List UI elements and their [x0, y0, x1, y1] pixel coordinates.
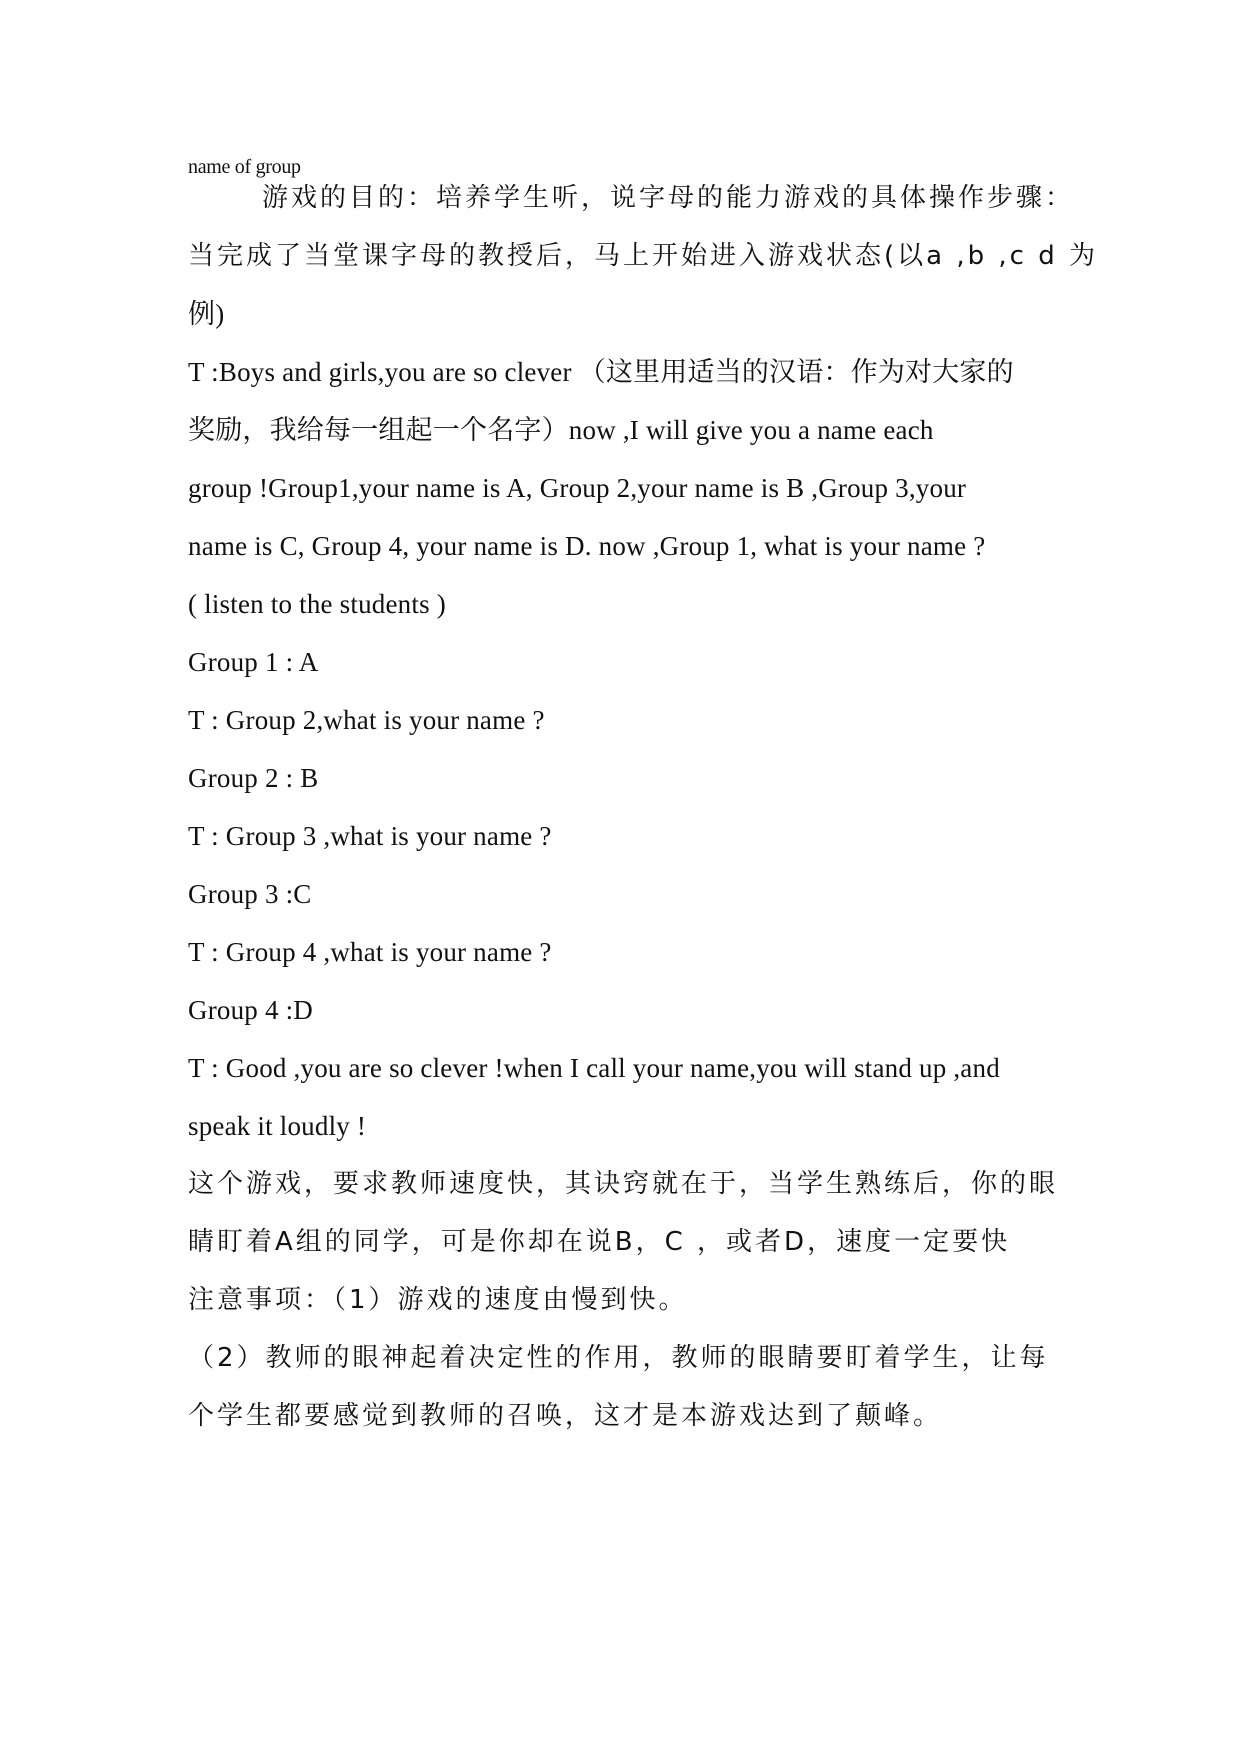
text-line: ( listen to the students ) — [188, 589, 446, 619]
dialogue-line: T : Group 4 ,what is your name ? — [188, 937, 552, 967]
notes-line: 个学生都要感觉到教师的召唤，这才是本游戏达到了颠峰。 — [188, 1401, 943, 1431]
text-line: 当完成了当堂课字母的教授后，马上开始进入游戏状态(以a ,b ,c d 为 — [188, 241, 1098, 271]
text-line: T :Boys and girls,you are so clever （这里用适当的汉语：作为对大家的 — [188, 357, 1014, 387]
dialogue-line: T : Group 3 ,what is your name ? — [188, 821, 552, 851]
dialogue-line: Group 4 :D — [188, 995, 313, 1025]
notes-line: （2）教师的眼神起着决定性的作用，教师的眼睛要盯着学生，让每 — [188, 1343, 1049, 1373]
text-line: 这个游戏，要求教师速度快，其诀窍就在于，当学生熟练后，你的眼 — [188, 1169, 1059, 1199]
text-line: 例) — [188, 299, 225, 329]
text-line-purpose: 游戏的目的：培养学生听，说字母的能力游戏的具体操作步骤： — [262, 183, 1075, 213]
dialogue-line: Group 2 : B — [188, 763, 319, 793]
dialogue-line: T : Group 2,what is your name ? — [188, 705, 545, 735]
dialogue-line: T : Good ,you are so clever !when I call your name,you will stand up ,and — [188, 1053, 1000, 1083]
dialogue-line: Group 3 :C — [188, 879, 312, 909]
text-line: 奖励，我给每一组起一个名字）now ,I will give you a name each — [188, 415, 934, 445]
document-title: name of group — [188, 156, 301, 178]
text-line: group !Group1,your name is A, Group 2,your name is B ,Group 3,your — [188, 473, 967, 503]
dialogue-line: speak it loudly ! — [188, 1111, 367, 1141]
notes-line: 注意事项：（1）游戏的速度由慢到快。 — [188, 1285, 688, 1315]
text-line: name is C, Group 4, your name is D. now ,Group 1, what is your name ? — [188, 531, 986, 561]
text-line: 睛盯着A组的同学，可是你却在说B，C ，或者D，速度一定要快 — [188, 1227, 1011, 1257]
dialogue-line: Group 1 : A — [188, 647, 319, 677]
